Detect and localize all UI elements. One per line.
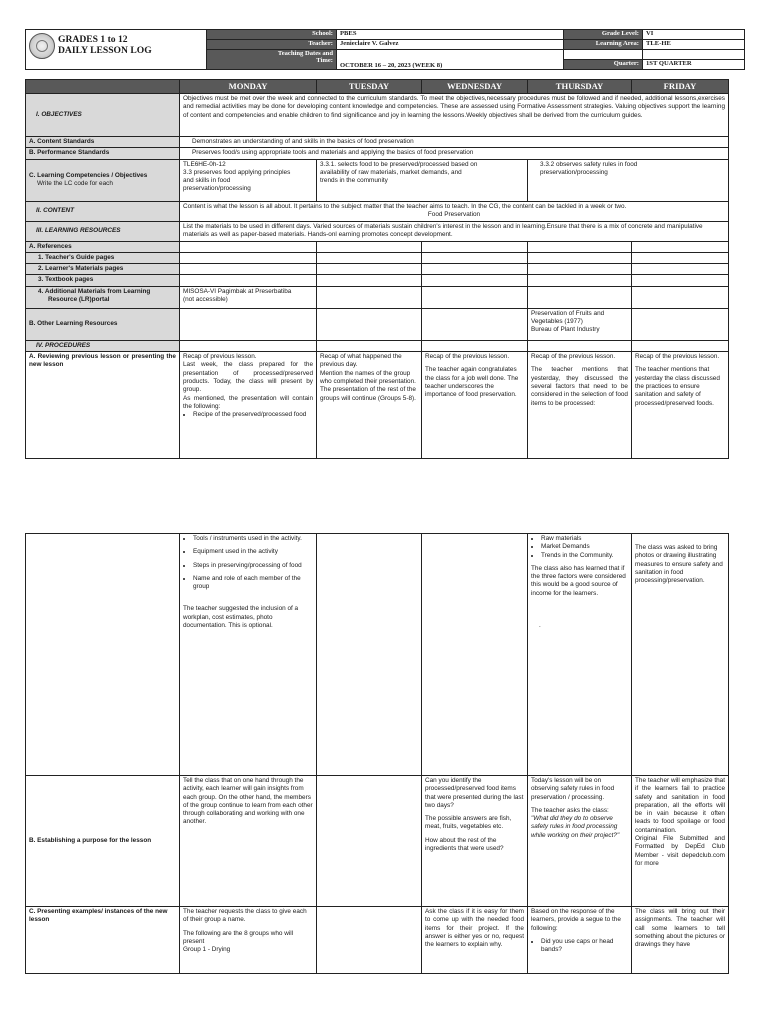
procedure-c-monday-p2: The following are the 8 groups who will present (183, 929, 294, 945)
textbook-pages-label: 3. Textbook pages (26, 275, 180, 286)
procedure-a-label: A. Reviewing previous lesson or presenting the new lesson (26, 352, 180, 459)
deped-seal-icon (29, 33, 55, 59)
grade-label: Grade Level: (564, 30, 643, 40)
procedure-a-monday (180, 352, 317, 459)
day-wednesday: WEDNESDAY (422, 80, 528, 94)
references-label: A. References (26, 241, 180, 252)
procedure-a-monday-text: Recap of previous lesson. Last week, the class prepared for the presentation of processed/preserved products. Today, the class will present by group. As mentioned, the presentation will contain the following: (183, 353, 313, 410)
learning-resources-label: III. LEARNING RESOURCES (26, 221, 180, 241)
dates-value: OCTOBER 16 – 20, 2023 (WEEK 8) (337, 50, 564, 70)
other-resources-label: B. Other Learning Resources (26, 308, 180, 340)
thursday-bullet-raw: • Raw materials (541, 535, 628, 543)
procedure-a-friday (632, 352, 729, 459)
procedure-b-friday-p1: The teacher will emphasize that if the learners fail to practice safety and sanitation in food preparation, all the efforts will be in vain because it often leads to food spoilage or food contamination. (635, 777, 725, 834)
monday-bullet-tools: • Tools / instruments used in the activity. (193, 535, 313, 543)
header-table (25, 29, 745, 70)
thursday-dot: . (539, 622, 541, 630)
procedure-c-thursday-p1: Based on the response of the learners, provide a segue to the following: (531, 908, 621, 932)
procedure-c-thursday-bullet: • Did you use caps or head bands? (541, 938, 628, 955)
learning-resources-text: List the materials to be used in different days. Varied sources of materials sustain children's interest in the lesson and in learning.Ensure that there is a mix of concrete and manipulative materials as well as paper-based materials. Hands-onl earning promotes concept development. (180, 221, 729, 241)
procedure-c-thursday (528, 907, 632, 974)
procedure-b-thursday-p3: "What did they do to observe safety rules in food processing while working on their project?" (531, 815, 620, 839)
competency-tue-wed: 3.3.1. selects food to be preserved/processed based on availability of raw materials, market demands, and trends in the community (317, 159, 528, 201)
area-label: Learning Area: (564, 40, 643, 50)
procedure-a-monday-bullet: • Recipe of the preserved/processed food (193, 411, 313, 419)
procedure-c-monday (180, 907, 317, 974)
page2-monday-cont (180, 534, 317, 776)
procedure-a-wednesday-p2: The teacher again congratulates the class for a job well done. The teacher underscores the importance of food preservation. (425, 366, 519, 399)
additional-materials-monday: MISOSA-VI Pagimbak at Preserbatiba (not accessible) (180, 286, 317, 308)
procedure-a-thursday (528, 352, 632, 459)
dates-label-line2: Time: (316, 57, 333, 65)
lesson-table-page1 (25, 79, 729, 459)
thursday-note: The class also has learned that if the three factors were considered this would be a good source of income for the learners. (531, 564, 626, 597)
procedure-b-thursday-p2: The teacher asks the class: (531, 806, 609, 814)
quarter-value: 1ST QUARTER (643, 60, 745, 70)
school-label: School: (207, 30, 337, 40)
procedure-b-thursday-p1: Today's lesson will be on observing safety rules in food preservation / processing. (531, 777, 615, 801)
friday-note: The class was asked to bring photos or drawing illustrating measures to ensure safety and sanitation in food processing/preservation. (632, 534, 729, 776)
procedure-a-friday-p1: Recap of the previous lesson. (635, 353, 720, 361)
other-resources-thursday: Preservation of Fruits and Vegetables (1977) Bureau of Plant Industry (528, 308, 632, 340)
monday-bullet-roles: • Name and role of each member of the group (193, 575, 313, 592)
performance-standards-label: B. Performance Standards (26, 148, 180, 159)
title-block (26, 30, 207, 70)
teacher-label: Teacher: (207, 40, 337, 50)
day-monday: MONDAY (180, 80, 317, 94)
procedure-b-monday: Tell the class that on one hand through the activity, each learner will gain insights from each group. On the other hand, the members of the group continue to learn from each other through collaborating and working with one another. (180, 776, 317, 907)
procedure-c-monday-p1: The teacher requests the class to give each of their group a name. (183, 908, 307, 924)
procedure-a-tuesday: Recap of what happened the previous day. Mention the names of the group who completed their presentation. The presentation of the rest of the groups will continue (Groups 5-8). (317, 352, 422, 459)
title-daily-lesson-log: DAILY LESSON LOG (58, 45, 152, 56)
procedure-c-monday-p3: Group 1 - Drying (183, 946, 231, 954)
lesson-table-page2 (25, 533, 729, 974)
procedure-c-wednesday: Ask the class if it is easy for them to come up with the needed food items for their project. If the answer is either yes or no, request the learners to explain why. (422, 907, 528, 974)
procedure-a-thursday-p2: The teacher mentions that yesterday, they discussed the several factors that need to be considered in the selection of food items to be processed: (531, 366, 628, 407)
day-tuesday: TUESDAY (317, 80, 422, 94)
dates-label-line1: Teaching Dates and (277, 50, 333, 57)
content-cell (180, 201, 729, 221)
competencies-sublabel: Write the LC code for each (37, 180, 113, 188)
objectives-text: Objectives must be met over the week and connected to the curriculum standards. To meet the objectives,necessary procedures must be followed and if needed, additional lessons,exercises and remedial activities may be done for developing content knowledge and competencies. These are assessed using Formative Assessment strategies. Valuing objectives support the learning of content and competencies and enable children to find significance and joy in learning the lessons.Weekly objectives shall be derived from the curriculum guides. (180, 94, 729, 137)
additional-materials-line1: 4. Additional Materials from Learning (38, 287, 151, 295)
lm-pages-label: 2. Learner's Materials pages (26, 264, 180, 275)
grade-value: VI (643, 30, 745, 40)
performance-standards-text: Preserves food/s using appropriate tools and materials and applying the basics of food preservation (180, 148, 729, 159)
title-grades: GRADES 1 to 12 (58, 34, 128, 45)
procedure-c-friday: The class will bring out their assignments. The teacher will call some learners to tell something about the pictures or drawings they have (632, 907, 729, 974)
additional-materials-label (26, 286, 180, 308)
quarter-label: Quarter: (564, 60, 643, 70)
page2-thursday-cont (528, 534, 632, 776)
thursday-bullet-trends: • Trends in the Community. (541, 552, 628, 560)
competency-monday: TLE6HE-0h-12 3.3 preserves food applying principles and skills in food preservation/processing (180, 159, 317, 201)
content-standards-text: Demonstrates an understanding of and skills in the basics of food preservation (180, 137, 729, 148)
day-friday: FRIDAY (632, 80, 729, 94)
tg-pages-label: 1. Teacher's Guide pages (26, 252, 180, 263)
procedure-b-friday (632, 776, 729, 907)
competency-thu-fri: 3.3.2 observes safety rules in food preservation/processing (528, 159, 729, 201)
competencies-label-cell (26, 159, 180, 201)
procedure-a-wednesday-p1: Recap of the previous lesson. (425, 353, 510, 361)
procedures-label: IV. PROCEDURES (26, 340, 180, 351)
procedure-b-thursday (528, 776, 632, 907)
procedure-a-wednesday (422, 352, 528, 459)
school-value: PBES (337, 30, 564, 40)
teacher-value: Jenieclaire V. Galvez (337, 40, 564, 50)
monday-bullet-steps: • Steps in preserving/processing of food (193, 562, 313, 570)
procedure-b-wednesday (422, 776, 528, 907)
procedure-b-wednesday-p1: Can you identify the processed/preserved food items that were presented during the last two days? (425, 777, 524, 809)
procedure-c-label: C. Presenting examples/ instances of the new lesson (26, 907, 180, 974)
area-value: TLE-HE (643, 40, 745, 50)
procedure-b-label: B. Establishing a purpose for the lesson (26, 776, 180, 907)
monday-note: The teacher suggested the inclusion of a workplan, cost estimates, photo documentation. This is optional. (183, 605, 299, 630)
additional-materials-line2: Resource (LR)portal (48, 296, 110, 304)
competencies-label: C. Learning Competencies / Objectives (29, 171, 148, 179)
monday-bullet-equipment: • Equipment used in the activity (193, 548, 313, 556)
procedure-a-thursday-p1: Recap of the previous lesson. (531, 353, 616, 361)
content-standards-label: A. Content Standards (26, 137, 180, 148)
procedure-b-friday-p2: Original File Submitted and Formatted by DepEd Club Member - visit depedclub.com for more (635, 835, 725, 867)
objectives-label: I. OBJECTIVES (26, 94, 180, 137)
content-label: II. CONTENT (26, 201, 180, 221)
content-topic: Food Preservation (427, 210, 481, 218)
thursday-bullet-market: • Market Demands (541, 543, 628, 551)
procedure-a-friday-p2: The teacher mentions that yesterday the class discussed the practices to ensure sanitation and safety of processed/preserved foods. (635, 366, 720, 407)
content-text: Content is what the lesson is all about. It pertains to the subject matter that the teacher aims to teach. In the CG, the content can be tackled in a week or two. (183, 202, 627, 210)
dates-label (207, 50, 337, 70)
day-thursday: THURSDAY (528, 80, 632, 94)
procedure-b-wednesday-p2: The possible answers are fish, meat, fruits, vegetables etc. (425, 815, 512, 831)
procedure-b-wednesday-p3: How about the rest of the ingredients that were used? (425, 836, 504, 853)
